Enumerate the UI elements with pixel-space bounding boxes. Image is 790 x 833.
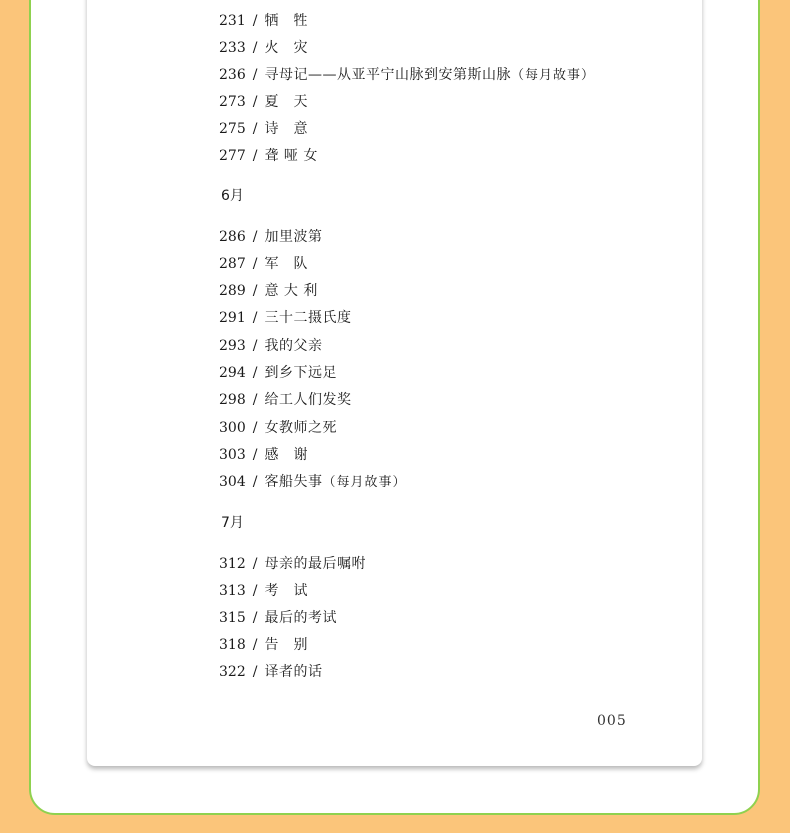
entry-page-number: 273 bbox=[219, 94, 246, 110]
entry-title bbox=[264, 472, 406, 493]
entry-title: 感 谢 bbox=[264, 447, 308, 463]
entry-separator: / bbox=[252, 13, 258, 29]
entry-title: 意 大 利 bbox=[264, 283, 318, 299]
toc-entry[interactable] bbox=[219, 281, 318, 301]
entry-title: 我的父亲 bbox=[264, 338, 323, 354]
entry-page-number: 293 bbox=[219, 338, 246, 354]
entry-separator: / bbox=[252, 121, 258, 137]
toc-entry[interactable] bbox=[219, 38, 308, 58]
entry-separator: / bbox=[252, 67, 258, 83]
month-heading-july: 7月 bbox=[221, 515, 244, 531]
entry-separator: / bbox=[252, 556, 258, 572]
entry-separator: / bbox=[252, 365, 258, 381]
toc-entry[interactable] bbox=[219, 445, 308, 465]
month-heading-june: 6月 bbox=[221, 188, 244, 204]
toc-entry[interactable] bbox=[219, 227, 322, 247]
entry-title: 军 队 bbox=[264, 256, 308, 272]
entry-page-number: 275 bbox=[219, 121, 246, 137]
entry-page-number: 300 bbox=[219, 420, 246, 436]
entry-page-number: 304 bbox=[219, 474, 246, 490]
entry-title: 火 灾 bbox=[264, 40, 308, 56]
entry-title-main: 寻母记——从亚平宁山脉到安第斯山脉 bbox=[264, 67, 511, 83]
book-page bbox=[87, 0, 702, 766]
entry-separator: / bbox=[252, 474, 258, 490]
entry-title: 考 试 bbox=[264, 583, 308, 599]
toc-entry[interactable] bbox=[219, 472, 406, 492]
toc-entry[interactable] bbox=[219, 254, 308, 274]
entry-separator: / bbox=[252, 610, 258, 626]
entry-page-number: 231 bbox=[219, 13, 246, 29]
entry-separator: / bbox=[252, 420, 258, 436]
entry-page-number: 303 bbox=[219, 447, 246, 463]
entry-page-number: 289 bbox=[219, 283, 246, 299]
entry-page-number: 294 bbox=[219, 365, 246, 381]
entry-separator: / bbox=[252, 229, 258, 245]
toc-entry[interactable] bbox=[219, 608, 337, 628]
entry-title: 译者的话 bbox=[264, 664, 323, 680]
entry-separator: / bbox=[252, 583, 258, 599]
entry-title: 最后的考试 bbox=[264, 610, 337, 626]
toc-entry[interactable] bbox=[219, 635, 308, 655]
toc-entry[interactable] bbox=[219, 662, 322, 682]
entry-page-number: 322 bbox=[219, 664, 246, 680]
toc-entry[interactable] bbox=[219, 11, 308, 31]
entry-separator: / bbox=[252, 40, 258, 56]
entry-page-number: 286 bbox=[219, 229, 246, 245]
entry-page-number: 277 bbox=[219, 148, 246, 164]
entry-title: 诗 意 bbox=[264, 121, 308, 137]
entry-separator: / bbox=[252, 338, 258, 354]
toc-entry[interactable] bbox=[219, 581, 308, 601]
entry-separator: / bbox=[252, 256, 258, 272]
entry-separator: / bbox=[252, 310, 258, 326]
entry-separator: / bbox=[252, 447, 258, 463]
entry-title: 三十二摄氏度 bbox=[264, 310, 352, 326]
entry-separator: / bbox=[252, 637, 258, 653]
entry-page-number: 287 bbox=[219, 256, 246, 272]
entry-separator: / bbox=[252, 392, 258, 408]
entry-separator: / bbox=[252, 664, 258, 680]
entry-separator: / bbox=[252, 94, 258, 110]
toc-entry[interactable] bbox=[219, 65, 595, 85]
entry-title: 加里波第 bbox=[264, 229, 323, 245]
entry-title: 夏 天 bbox=[264, 94, 308, 110]
entry-title: 到乡下远足 bbox=[264, 365, 337, 381]
toc-entry[interactable] bbox=[219, 418, 337, 438]
toc-entry[interactable] bbox=[219, 336, 322, 356]
entry-title: 母亲的最后嘱咐 bbox=[264, 556, 366, 572]
entry-page-number: 291 bbox=[219, 310, 246, 326]
entry-page-number: 318 bbox=[219, 637, 246, 653]
toc-entry[interactable] bbox=[219, 146, 318, 166]
entry-separator: / bbox=[252, 148, 258, 164]
toc-entry[interactable] bbox=[219, 308, 351, 328]
entry-title bbox=[264, 65, 595, 86]
toc-entry[interactable] bbox=[219, 554, 366, 574]
entry-title-note: （每月故事） bbox=[510, 68, 595, 83]
entry-title-main: 客船失事 bbox=[264, 474, 323, 490]
entry-page-number: 313 bbox=[219, 583, 246, 599]
entry-page-number: 233 bbox=[219, 40, 246, 56]
toc-entry[interactable] bbox=[219, 363, 337, 383]
entry-page-number: 312 bbox=[219, 556, 246, 572]
entry-title: 聋 哑 女 bbox=[264, 148, 318, 164]
entry-title-note: （每月故事） bbox=[322, 475, 407, 490]
entry-title: 给工人们发奖 bbox=[264, 392, 352, 408]
entry-title: 告 别 bbox=[264, 637, 308, 653]
entry-title: 牺 牲 bbox=[264, 13, 308, 29]
entry-page-number: 315 bbox=[219, 610, 246, 626]
entry-title: 女教师之死 bbox=[264, 420, 337, 436]
entry-page-number: 298 bbox=[219, 392, 246, 408]
page-number: 005 bbox=[597, 713, 627, 729]
toc-entry[interactable] bbox=[219, 390, 351, 410]
toc-entry[interactable] bbox=[219, 92, 308, 112]
entry-separator: / bbox=[252, 283, 258, 299]
toc-entry[interactable] bbox=[219, 119, 308, 139]
entry-page-number: 236 bbox=[219, 67, 246, 83]
